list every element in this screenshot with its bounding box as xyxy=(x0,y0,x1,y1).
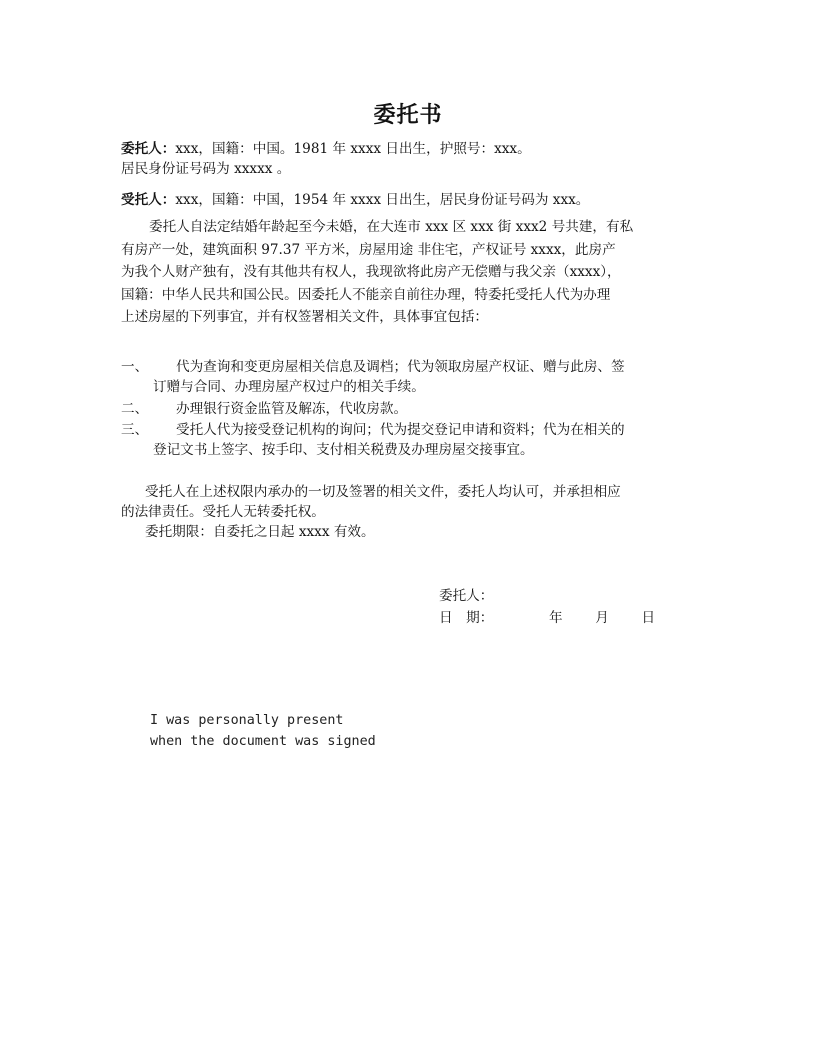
signature-block xyxy=(439,585,655,629)
closing-line-2: 的法律责任。受托人无转委托权。 xyxy=(121,504,325,520)
list-item-text-continued: 登记文书上签字、按手印、支付相关税费及办理房屋交接事宜。 xyxy=(153,442,534,458)
date-year: 年 xyxy=(549,610,563,626)
witness-note-line-1: I was personally present xyxy=(150,713,344,728)
closing-paragraph xyxy=(121,482,699,542)
date-day: 日 xyxy=(641,610,656,626)
document-title: 委托书 xyxy=(373,102,443,128)
list-item-text: 代为查询和变更房屋相关信息及调档；代为领取房屋产权证、赠与此房、签 xyxy=(176,359,625,375)
principal-label: 委托人： xyxy=(121,141,176,157)
body-line-1: 委托人自法定结婚年龄起至今未婚，在大连市 xxx 区 xxx 街 xxx2 号共建，有私 xyxy=(149,219,634,235)
list-item-number: 三、 xyxy=(121,422,149,438)
list-item-text-continued: 订赠与合同、办理房屋产权过户的相关手续。 xyxy=(153,379,425,395)
list-item-1 xyxy=(121,357,699,397)
list-item-2 xyxy=(121,399,699,419)
body-paragraph xyxy=(121,216,699,329)
agent-details: xxx，国籍：中国，1954 年 xxxx 日出生，居民身份证号码为 xxx。 xyxy=(175,192,590,208)
witness-note-line-2: when the document was signed xyxy=(150,734,376,749)
list-item-text: 办理银行资金监管及解冻，代收房款。 xyxy=(176,401,408,417)
signature-date-row xyxy=(439,607,655,629)
closing-line-1: 受托人在上述权限内承办的一切及签署的相关文件，委托人均认可，并承担相应 xyxy=(145,484,621,500)
body-line-5: 上述房屋的下列事宜，并有权签署相关文件，具体事宜包括： xyxy=(121,309,489,325)
list-item-number: 二、 xyxy=(121,401,149,417)
witness-note xyxy=(150,710,376,752)
date-label: 日 期： xyxy=(439,610,494,626)
body-line-4: 国籍：中华人民共和国公民。因委托人不能亲自前往办理，特委托受托人代为办理 xyxy=(121,286,611,303)
agent-label: 受托人： xyxy=(121,192,176,208)
principal-id-line: 居民身份证号码为 xxxxx 。 xyxy=(121,161,291,177)
list-item-number: 一、 xyxy=(121,359,149,375)
agent-section xyxy=(121,190,699,210)
term-line: 委托期限：自委托之日起 xxxx 有效。 xyxy=(145,524,375,540)
body-line-2: 有房产一处，建筑面积 97.37 平方米，房屋用途 非住宅，产权证号 xxxx，此房产 xyxy=(121,241,616,258)
list-item-3 xyxy=(121,420,699,460)
list-item-text: 受托人代为接受登记机构的询问；代为提交登记申请和资料；代为在相关的 xyxy=(176,422,625,438)
principal-details: xxx，国籍：中国。1981 年 xxxx 日出生，护照号：xxx。 xyxy=(175,141,531,157)
principal-section xyxy=(121,139,699,179)
signature-principal-label: 委托人： xyxy=(439,588,494,604)
body-line-3: 为我个人财产独有，没有其他共有权人，我现欲将此房产无偿赠与我父亲（xxxx）， xyxy=(121,264,621,280)
date-month: 月 xyxy=(595,610,609,626)
